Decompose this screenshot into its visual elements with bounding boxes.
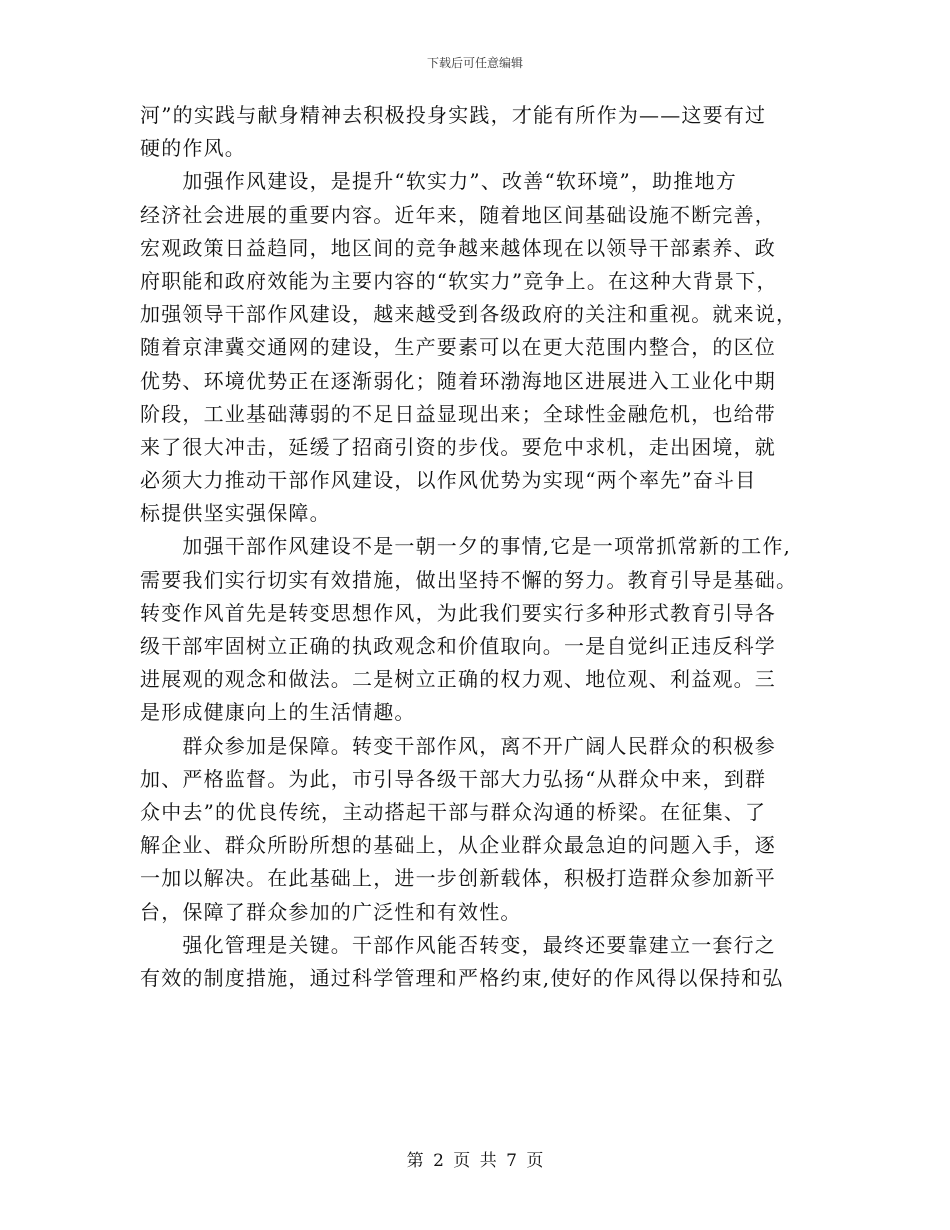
- text-line: 随着京津冀交通网的建设，生产要素可以在更大范围内整合，的区位: [140, 335, 776, 360]
- text-line: 加强作风建设，是提升“软实力”、改善“软环境”，助推地方: [140, 169, 737, 194]
- text-line: 强化管理是关键。干部作风能否转变，最终还要靠建立一套行之: [140, 932, 776, 957]
- text-line: 优势、环境优势正在逐渐弱化；随着环渤海地区进展进入工业化中期: [140, 368, 776, 393]
- text-line: 群众参加是保障。转变干部作风，离不开广阔人民群众的积极参: [140, 733, 776, 758]
- text-line: 是形成健康向上的生活情趣。: [140, 700, 416, 725]
- text-line: 加强领导干部作风建设，越来越受到各级政府的关注和重视。就来说，: [140, 302, 798, 327]
- page-footer: 第 2 页 共 7 页: [406, 1151, 544, 1171]
- text-line: 河”的实践与献身精神去积极投身实践，才能有所作为——这要有过: [140, 103, 767, 127]
- text-line: 宏观政策日益趋同，地区间的竞争越来越体现在以领导干部素养、政: [140, 235, 776, 260]
- text-line: 一加以解决。在此基础上，进一步创新载体，积极打造群众参加新平: [140, 866, 776, 891]
- text-line: 阶段，工业基础薄弱的不足日益显现出来；全球性金融危机，也给带: [140, 401, 776, 426]
- text-line: 加、严格监督。为此，市引导各级干部大力弘扬“从群众中来，到群: [140, 766, 767, 791]
- text-line: 经济社会进展的重要内容。近年来，随着地区间基础设施不断完善，: [140, 202, 776, 227]
- text-line: 需要我们实行切实有效措施，做出坚持不懈的努力。教育引导是基础。: [140, 567, 798, 592]
- text-line: 众中去”的优良传统，主动搭起干部与群众沟通的桥梁。在征集、了: [140, 799, 767, 824]
- text-line: 加强干部作风建设不是一朝一夕的事情,它是一项常抓常新的工作,: [140, 534, 792, 559]
- text-line: 转变作风首先是转变思想作风，为此我们要实行多种形式教育引导各: [140, 600, 776, 625]
- text-line: 标提供坚实强保障。: [140, 501, 331, 526]
- text-line: 进展观的观念和做法。二是树立正确的权力观、地位观、利益观。三: [140, 667, 776, 692]
- text-line: 硬的作风。: [140, 136, 246, 161]
- text-line: 有效的制度措施，通过科学管理和严格约束,使好的作风得以保持和弘: [140, 965, 784, 990]
- body-text: [140, 99, 820, 995]
- text-line: 府职能和政府效能为主要内容的“软实力”竞争上。在这种大背景下，: [140, 268, 778, 293]
- text-line: 解企业、群众所盼所想的基础上，从企业群众最急迫的问题入手，逐: [140, 833, 776, 858]
- page-header: 下载后可任意编辑: [426, 56, 523, 70]
- text-line: 来了很大冲击，延缓了招商引资的步伐。要危中求机，走出困境，就: [140, 434, 776, 459]
- text-line: 必须大力推动干部作风建设，以作风优势为实现“两个率先”奋斗目: [140, 468, 757, 493]
- text-line: 台，保障了群众参加的广泛性和有效性。: [140, 899, 522, 924]
- text-line: 级干部牢固树立正确的执政观念和价值取向。一是自觉纠正违反科学: [140, 634, 776, 658]
